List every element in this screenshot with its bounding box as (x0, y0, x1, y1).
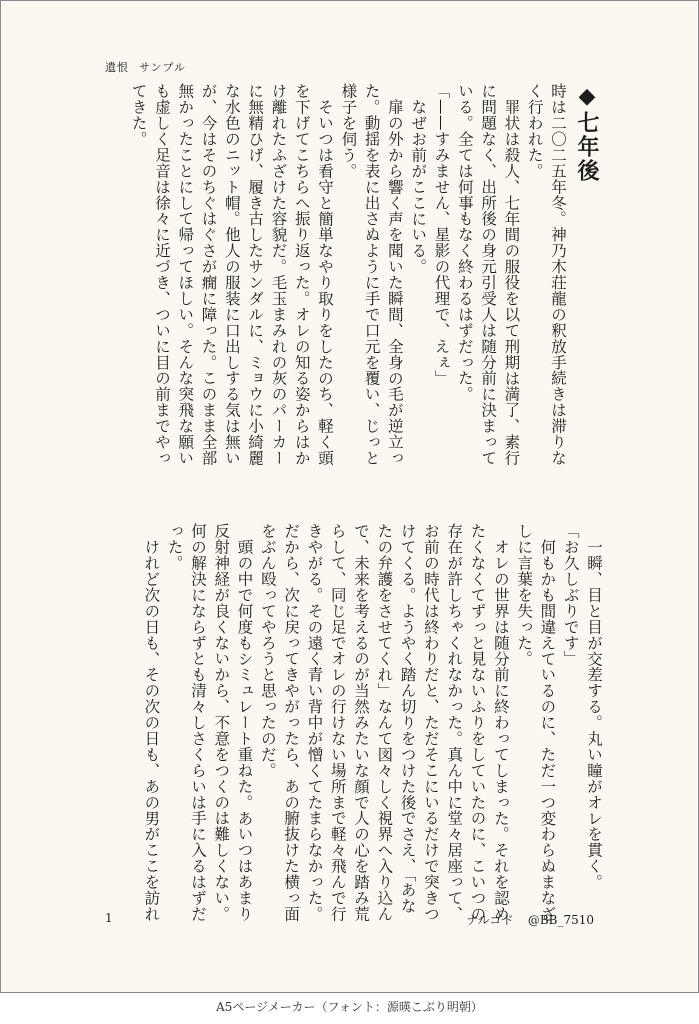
paragraph: 罪状は殺人、七年間の服役を以て刑期は満了、素行に問題なく、出所後の身元引受人は随分前に決まっている。全ては何事もなく終わるはずだった。 (455, 83, 521, 466)
dialogue: 「お久しぶりです」 (561, 523, 580, 667)
dialogue: 「——すみません、星影の代理で、えぇ」 (432, 83, 451, 387)
paragraph: 頭の中で何度もシミュレート重ねた。あいつはあまり反射神経が良くないから、不意をつくのは難しくない。何の解決にならずとも清々しさくらいは手に入るはずだった。 (165, 523, 254, 922)
paragraph: オレの世界は随分前に終わってしまった。それを認めたくなくてずっと見ないふりをしていたのに、こいつの存在が許しちゃくれなかった。真ん中に堂々居座って、お前の時代は終わりだと、ただそこにいるだけで突きつけてくる。ようやく踏ん切りをつけた後でさえ、「あなたの弁護をさせてくれ」なんて図々しく視界へ入り込んで、未来を考えるのが当然みたいな顔で人の心を踏み荒らして、同じ足でオレの行けない場所まで軽々飛んで行きやがる。その遠く青い背中が憎くてたまらなかった。だから、次に戻ってきやがったら、あの腑抜けた横っ面をぶん殴ってやろうと思ったのだ。 (258, 523, 510, 922)
paragraph: 時は二〇二五年冬。神乃木荘龍の釈放手続きは滞りなく行われた。 (525, 83, 567, 466)
author-handle: @BB_7510 (527, 913, 594, 927)
page-number: 1 (105, 911, 113, 925)
author-credit (466, 911, 594, 928)
paragraph: けれど次の日も、その次の日も、あの男がここを訪れ (142, 538, 161, 922)
section-heading: ◆七年後 (574, 83, 600, 183)
upper-text-block (101, 83, 605, 481)
work-title: 遺恨 (105, 61, 129, 74)
paragraph: 何もかも間違えているのに、ただ一つ変わらぬまなざしに言葉を失った。 (515, 523, 557, 922)
paragraph: 扉の外から響く声を聞いた瞬間、全身の毛が逆立った。動揺を表に出さぬように手で口元を覆い、じっと様子を伺う。 (339, 83, 404, 466)
paragraph: そいつは看守と簡単なやり取りをしたのち、軽く頭を下げてこちらへ振り返った。オレの知る姿からはかけ離れたふざけた容貌だ。毛玉まみれの灰のパーカーに無精ひげ、履き古したサンダルに、ミョウに小綺麗な水色のニット帽。他人の服装に口出しする気は無いが、今はそのちぐはぐさが癇に障った。このまま全部無かったことにして帰ってほしい。そんな突飛な願いも虚しく足音は徐々に近づき、ついに目の前までやってきた。 (129, 83, 335, 466)
generator-caption: A5ページメーカー（フォント：源暎こぶり明朝） (216, 1000, 483, 1014)
running-head (105, 59, 186, 75)
paragraph: 一瞬、目と目が交差する。丸い瞳がオレを貫く。 (585, 538, 603, 890)
sample-label: サンプル (139, 61, 187, 74)
lower-text-block (101, 523, 605, 923)
paragraph: なぜお前がここにいる。 (409, 98, 428, 274)
circle-name: ナルゴド (466, 913, 514, 927)
